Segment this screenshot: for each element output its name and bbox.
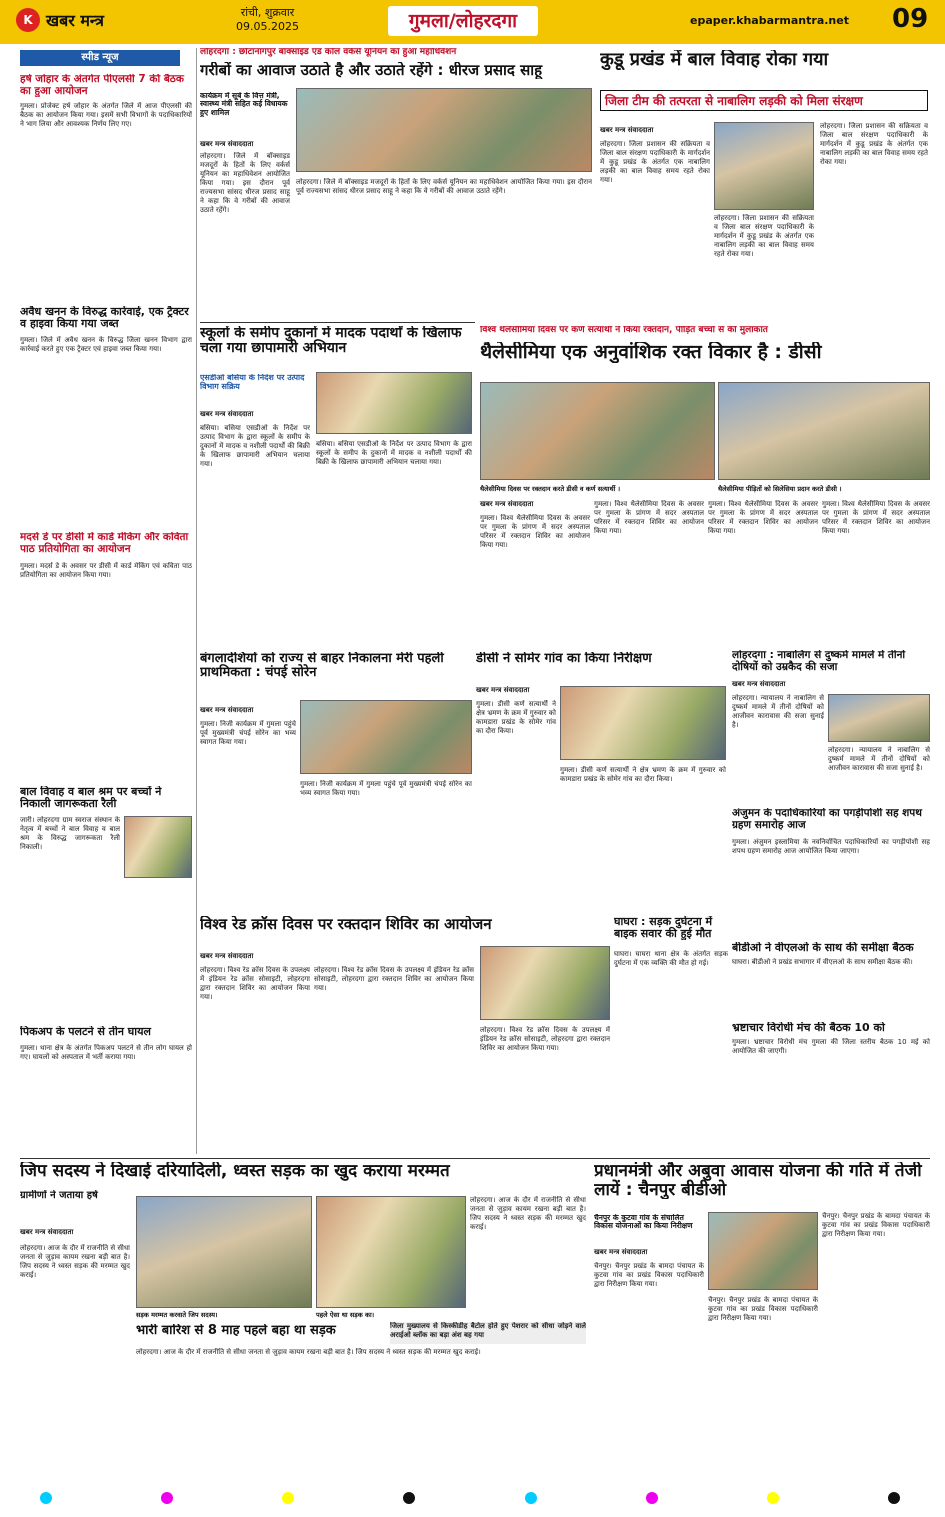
top-story-sidenote: कार्यक्रम में सूबे के वित्त मंत्री, स्वास्थ्य मंत्री सहित कई विधायक हुए शामिल (200, 92, 288, 117)
yellow-dot (282, 1492, 294, 1504)
page-number: 09 (892, 4, 929, 34)
anjuman-body: गुमला। अंजुमन इस्लामिया के नवनिर्वाचित पदाधिकारियों का पगड़ीपोशी सह शपथ ग्रहण समारोह आज आयोजित किया जाएगा। (732, 838, 930, 855)
rally-photo (124, 816, 192, 878)
magenta-dot (646, 1492, 658, 1504)
issue-date: 09.05.2025 (236, 20, 299, 33)
school-story-byline: खबर मन्त्र संवाददाता (200, 410, 254, 418)
left-story2-body: गुमला। जिले में अवैध खनन के विरुद्ध जिला खनन विभाग द्वारा कार्रवाई करते हुए एक ट्रैक्टर एवं हाइवा जब्त किया गया। (20, 336, 192, 353)
thalassemia-body-cont3: गुमला। विश्व थैलेसीमिया दिवस के अवसर पर गुमला के प्रांगण में सदर अस्पताल परिसर में रक्तदान शिविर का आयोजन किया गया। (822, 500, 930, 535)
thalassemia-kicker: विश्व थैलेसीमिया दिवस पर कर्ण सत्यार्थी ने किया रक्तदान, पीड़ित बच्चों से की मुलाकात (480, 326, 768, 335)
top-story-byline: खबर मन्त्र संवाददाता (200, 140, 254, 148)
jip-subhead: ग्रामीणों ने जताया हर्ष (20, 1190, 98, 1201)
ghaghra-headline: घाघरा : सड़क दुर्घटना में बाइक सवार की हुई मौत (614, 916, 713, 941)
thalassemia-byline: खबर मन्त्र संवाददाता (480, 500, 534, 508)
red-cross-body-cont2: लोहरदगा। विश्व रेड क्रॉस दिवस के उपलक्ष्य में इंडियन रेड क्रॉस सोसाइटी, लोहरदगा द्वारा रक्तदान शिविर का आयोजन किया गया। (480, 1026, 610, 1052)
somer-byline: खबर मन्त्र संवाददाता (476, 686, 530, 694)
section-title: गुमला/लोहरदगा (388, 6, 538, 36)
red-cross-body: लोहरदगा। विश्व रेड क्रॉस दिवस के उपलक्ष्य में इंडियन रेड क्रॉस सोसाइटी, लोहरदगा द्वारा रक्तदान शिविर का आयोजन किया गया। (200, 966, 310, 1001)
jip-body-cont: लोहरदगा। आज के दौर में राजनीति से सीधा जनता से जुड़ाव कायम रखना बड़ी बात है। जिप सदस्य ने ध्वस्त सड़क की मरम्मत खुद कराई। (470, 1196, 586, 1231)
kudu-headline: कुडू प्रखंड में बाल विवाह रोका गया (600, 50, 829, 70)
kudu-body: लोहरदगा। जिला प्रशासन की सक्रियता व जिला बाल संरक्षण पदाधिकारी के मार्गदर्शन में कुडू प्रखंड के अंतर्गत एक नाबालिग लड़की का बाल विवाह समय रहते रोका गया। (600, 140, 710, 184)
brand-logo-icon: K (16, 8, 40, 32)
red-cross-body-cont: लोहरदगा। विश्व रेड क्रॉस दिवस के उपलक्ष्य में इंडियन रेड क्रॉस सोसाइटी, लोहरदगा द्वारा रक्तदान शिविर का आयोजन किया गया। (314, 966, 474, 992)
kudu-body-cont: लोहरदगा। जिला प्रशासन की सक्रियता व जिला बाल संरक्षण पदाधिकारी के मार्गदर्शन में कुडू प्रखंड के अंतर्गत एक नाबालिग लड़की का बाल विवाह समय रहते रोका गया। (714, 214, 814, 258)
red-cross-byline: खबर मन्त्र संवाददाता (200, 952, 254, 960)
pm-awas-body-cont: चैनपुर। चैनपुर प्रखंड के बामदा पंचायत के कुटवा गांव का प्रखंड विकास पदाधिकारी द्वारा निरीक्षण किया गया। (708, 1296, 818, 1322)
jip-caption-1: सड़क मरम्मत करवाते जिप सदस्य। (136, 1311, 218, 1319)
column-divider (196, 48, 197, 1154)
jip-body: लोहरदगा। आज के दौर में राजनीति से सीधा जनता से जुड़ाव कायम रखना बड़ी बात है। जिप सदस्य ने ध्वस्त सड़क की मरम्मत खुद कराई। (20, 1244, 130, 1279)
kudu-subhead: जिला टीम की तत्परता से नाबालिग लड़की को मिला संरक्षण (600, 90, 928, 111)
court-photo (828, 694, 930, 742)
somer-headline: डीसी ने सोमेर गांव का किया निरीक्षण (476, 652, 652, 666)
left-story4-body: जारी। लोहरदगा ग्राम स्वराज संस्थान के नेतृत्व में बच्चों ने बाल विवाह व बाल श्रम के विरुद्ध जागरूकता रैली निकाली। (20, 816, 120, 851)
school-story-subhead: एसडीओ बसिया के निर्देश पर उत्पाद विभाग सक्रिय (200, 374, 305, 391)
pm-awas-body: चैनपुर। चैनपुर प्रखंड के बामदा पंचायत के कुटवा गांव का प्रखंड विकास पदाधिकारी द्वारा निरीक्षण किया गया। (594, 1262, 704, 1288)
left-story5-headline: पिकअप के पलटने से तीन घायल (20, 1026, 151, 1038)
left-story3-headline: मदर्स डे पर डीसी में कार्ड मेकिंग और कविता पाठ प्रतियोगिता का आयोजन (20, 532, 189, 555)
brand-logo[interactable] (16, 8, 104, 32)
pm-awas-byline: खबर मन्त्र संवाददाता (594, 1248, 648, 1256)
speed-news-tag: स्पीड न्यूज (20, 50, 180, 66)
somer-photo (560, 686, 726, 760)
somer-body: गुमला। डीसी कर्ण सत्यार्थी ने क्षेत्र भ्रमण के क्रम में गुरुवार को कामडारा प्रखंड के सोमेर गांव का दौरा किया। (476, 700, 556, 735)
champai-body: गुमला। निजी कार्यक्रम में गुमला पहुंचे पूर्व मुख्यमंत्री चंपई सोरेन का भव्य स्वागत किया गया। (200, 720, 296, 746)
thalassemia-body-cont: गुमला। विश्व थैलेसीमिया दिवस के अवसर पर गुमला के प्रांगण में सदर अस्पताल परिसर में रक्तदान शिविर का आयोजन किया गया। (594, 500, 704, 535)
top-story-photo (296, 88, 592, 172)
black-dot (403, 1492, 415, 1504)
thalassemia-body-cont2: गुमला। विश्व थैलेसीमिया दिवस के अवसर पर गुमला के प्रांगण में सदर अस्पताल परिसर में रक्तदान शिविर का आयोजन किया गया। (708, 500, 818, 535)
thalassemia-headline: थैलेसीमिया एक अनुवांशिक रक्त विकार है : डीसी (480, 342, 822, 363)
cyan-dot (40, 1492, 52, 1504)
thalassemia-caption-2: थैलेसीमिया पीड़ितों को सिलेसिया प्रदान करते डीसी । (718, 485, 842, 493)
magenta-dot (161, 1492, 173, 1504)
red-cross-photo (480, 946, 610, 1020)
kudu-byline: खबर मन्त्र संवाददाता (600, 126, 654, 134)
thalassemia-caption-1: थैलेसीमिया दिवस पर रक्तदान करते डीसी व कर्ण सत्यार्थी । (480, 485, 621, 493)
black-dot (888, 1492, 900, 1504)
jip-caption-2: पहले ऐसा था सड़क का। (316, 1311, 375, 1319)
school-story-body: बसिया। बसिया एसडीओ के निर्देश पर उत्पाद विभाग के द्वारा स्कूलों के समीप के दुकानों में मादक व नशीली पदार्थों की बिक्री के खिलाफ छापामारी अभियान चलाया गया। (200, 424, 310, 468)
anticorruption-headline: भ्रष्टाचार विरोधी मंच की बैठक 10 को (732, 1022, 885, 1034)
ghaghra-body: घाघरा। घाघरा थाना क्षेत्र के अंतर्गत सड़क दुर्घटना में एक व्यक्ति की मौत हो गई। (614, 950, 728, 967)
jip-photo-1 (136, 1196, 312, 1308)
left-story4-headline: बाल विवाह व बाल श्रम पर बच्चों ने निकाली जागरूकता रैली (20, 786, 162, 811)
pm-awas-photo (708, 1212, 818, 1290)
thalassemia-photo-1 (480, 382, 715, 480)
divider (20, 1158, 930, 1159)
red-cross-headline: विश्व रेड क्रॉस दिवस पर रक्तदान शिविर का आयोजन (200, 916, 492, 933)
top-story-body-cont: लोहरदगा। जिले में बॉक्साइड मजदूरों के हितों के लिए वर्कर्स यूनियन का महाधिवेशन आयोजित किया गया। इस दौरान पूर्व राज्यसभा सांसद धीरज प्रसाद साहू ने कहा कि वे गरीबों की आवाज उठाते रहेंगे। (296, 178, 592, 195)
pm-awas-body-cont2: चैनपुर। चैनपुर प्रखंड के बामदा पंचायत के कुटवा गांव का प्रखंड विकास पदाधिकारी द्वारा निरीक्षण किया गया। (822, 1212, 930, 1238)
jip-substory-headline: भारी बारिश से 8 माह पहले बहा था सड़क (136, 1324, 336, 1338)
court-body-cont: लोहरदगा। न्यायालय ने नाबालिग से दुष्कर्म मामले में तीनों दोषियों को आजीवन कारावास की सजा सुनाई है। (828, 746, 930, 772)
jip-photo-2 (316, 1196, 466, 1308)
champai-photo (300, 700, 472, 774)
anticorruption-body: गुमला। भ्रष्टाचार विरोधी मंच गुमला की जिला स्तरीय बैठक 10 मई को आयोजित की जाएगी। (732, 1038, 930, 1055)
thalassemia-body: गुमला। विश्व थैलेसीमिया दिवस के अवसर पर गुमला के प्रांगण में सदर अस्पताल परिसर में रक्तदान शिविर का आयोजन किया गया। (480, 514, 590, 549)
left-story3-body: गुमला। मदर्स डे के अवसर पर डीसी में कार्ड मेकिंग एवं कविता पाठ प्रतियोगिता का आयोजन किया गया। (20, 562, 192, 579)
left-story2-headline: अवैध खनन के विरुद्ध कार्रवाई, एक ट्रैक्टर व हाइवा किया गया जब्त (20, 306, 189, 331)
school-story-headline: स्कूलों के समीप दुकानों में मादक पदार्थों के खिलाफ चला गया छापामारी अभियान (200, 326, 462, 357)
top-story-body: लोहरदगा। जिले में बॉक्साइड मजदूरों के हितों के लिए वर्कर्स यूनियन का महाधिवेशन आयोजित किया गया। इस दौरान पूर्व राज्यसभा सांसद धीरज प्रसाद साहू ने कहा कि वे गरीबों की आवाज उठाते रहेंगे। (200, 152, 290, 214)
brand-name: खबर मन्त्र (46, 11, 104, 30)
court-byline: खबर मन्त्र संवाददाता (732, 680, 786, 688)
pm-awas-subhead: चैनपुर के कुटवा गांव के संचालित विकास योजनाओं का किया निरीक्षण (594, 1214, 693, 1231)
champai-byline: खबर मन्त्र संवाददाता (200, 706, 254, 714)
epaper-link[interactable]: epaper.khabarmantra.net (690, 14, 849, 27)
city-day: रांची, शुक्रवार (240, 6, 295, 19)
dateline (236, 6, 299, 34)
kudu-body-cont2: लोहरदगा। जिला प्रशासन की सक्रियता व जिला बाल संरक्षण पदाधिकारी के मार्गदर्शन में कुडू प्रखंड के अंतर्गत एक नाबालिग लड़की का बाल विवाह समय रहते रोका गया। (820, 122, 928, 166)
jip-headline: जिप सदस्य ने दिखाई दरियादिली, ध्वस्त सड़क का खुद कराया मरम्मत (20, 1162, 450, 1181)
school-story-body-cont: बसिया। बसिया एसडीओ के निर्देश पर उत्पाद विभाग के द्वारा स्कूलों के समीप के दुकानों में मादक व नशीली पदार्थों की बिक्री के खिलाफ छापामारी अभियान चलाया गया। (316, 440, 472, 466)
cyan-dot (525, 1492, 537, 1504)
jip-byline: खबर मन्त्र संवाददाता (20, 1228, 74, 1236)
left-story1-headline: हर्ष जोहार के अंतर्गत पीएलसी 7 की बैठक का हुआ आयोजन (20, 74, 184, 97)
champai-body-cont: गुमला। निजी कार्यक्रम में गुमला पहुंचे पूर्व मुख्यमंत्री चंपई सोरेन का भव्य स्वागत किया गया। (300, 780, 472, 797)
court-body: लोहरदगा। न्यायालय ने नाबालिग से दुष्कर्म मामले में तीनों दोषियों को आजीवन कारावास की सजा सुनाई है। (732, 694, 824, 729)
divider (200, 322, 475, 323)
champai-headline: बंगलादेशियों को राज्य से बाहर निकालना मेरी पहली प्राथमिकता : चंपई सोरेन (200, 652, 444, 681)
school-story-photo (316, 372, 472, 434)
top-story-headline: गरीबों का आवाज उठाते है और उठाते रहेंगे : धीरज प्रसाद साहू (200, 62, 543, 79)
pm-awas-headline: प्रधानमंत्री और अबुवा आवास योजना की गति में तेजी लायें : चैनपुर बीडीओ (594, 1162, 922, 1200)
anjuman-headline: अंजुमन के पदाधिकारियों का पगड़ीपोशी सह शपथ ग्रहण समारोह आज (732, 808, 922, 831)
jip-substory-note: जिला मुख्यालय से किस्कीडीह बैटोल होते हुए पेशरार को सीधा जोड़ने वाले अराईओ ब्लॉक का बड़ा अंश बह गया (390, 1322, 586, 1344)
print-registration-marks (40, 1488, 900, 1508)
bdo-body: घाघरा। बीडीओ ने प्रखंड सभागार में वीएलओ के साथ समीक्षा बैठक की। (732, 958, 913, 966)
left-story5-body: गुमला। थाना क्षेत्र के अंतर्गत पिकअप पलटने से तीन लोग घायल हो गए। घायलों को अस्पताल में भर्ती कराया गया। (20, 1044, 192, 1061)
bdo-headline: बीडीओ ने वीएलओ के साथ की समीक्षा बैठक (732, 942, 914, 954)
left-story1-body: गुमला। प्रोजेक्ट हर्ष जोहार के अंतर्गत जिले में आज पीएलसी की बैठक का आयोजन किया गया। इसमें सभी विभागों के पदाधिकारियों ने भाग लिया और आवश्यक निर्णय लिए गए। (20, 102, 192, 128)
yellow-dot (767, 1492, 779, 1504)
top-story-kicker: लोहरदगा : छोटानागपुर बॉक्साइड एंड कोल वर्कर्स यूनियन का हुआ महाधिवेशन (200, 48, 457, 57)
jip-substory-body: लोहरदगा। आज के दौर में राजनीति से सीधा जनता से जुड़ाव कायम रखना बड़ी बात है। जिप सदस्य ने ध्वस्त सड़क की मरम्मत खुद कराई। (136, 1348, 481, 1356)
somer-body-cont: गुमला। डीसी कर्ण सत्यार्थी ने क्षेत्र भ्रमण के क्रम में गुरुवार को कामडारा प्रखंड के सोमेर गांव का दौरा किया। (560, 766, 726, 783)
court-headline: लोहरदगा : नाबालिग से दुष्कर्म मामले में तीनों दोषियों को उम्रकैद की सजा (732, 650, 906, 673)
kudu-photo (714, 122, 814, 210)
thalassemia-photo-2 (718, 382, 930, 480)
